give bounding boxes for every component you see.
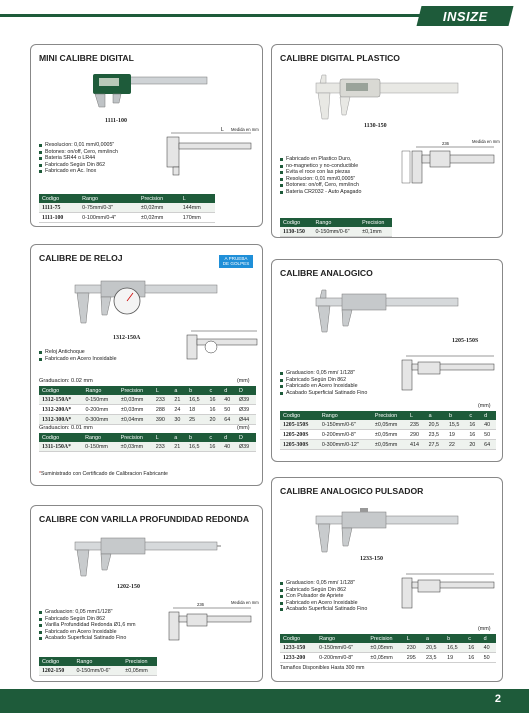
cell-code: 1202-150 [39,666,73,676]
panel-mini-calibre-digital [30,44,263,227]
col-header: Precision [118,433,153,442]
certificate-note [39,471,168,477]
col-header: a [423,634,444,643]
panel-calibre-varilla-profundidad [30,505,263,682]
cell: 235 [407,420,426,430]
col-header: Rango [313,218,360,227]
image-code: 1205-150S [452,338,479,344]
graduation-label: Graduacion: 0.01 mm [39,425,93,431]
feature-item: Acabado Superficial Satinado Fino [39,635,136,642]
col-header: D [236,433,256,442]
depth-rod-dimension-drawing [159,604,254,644]
feature-item: Reloj Antichoque [39,349,117,356]
cell: 230 [404,643,423,653]
feature-list [280,370,367,396]
table-header [280,634,496,643]
cell: 0-150mm/0-6" [73,666,122,676]
plastic-dimension-drawing [402,141,497,191]
medida-label: Medida en mm [231,600,259,605]
feature-item: Evita el roce con las piezas [280,169,361,176]
col-header: c [206,386,221,395]
insize-logo: INSIZE [417,6,514,26]
cell: 0-200mm/0-8" [316,653,367,663]
panel-calibre-analogico [271,259,503,462]
col-header: Codigo [39,433,82,442]
feature-item: Resolucion: 0,01 mm/0,0005" [280,176,361,183]
col-header: L [407,411,426,420]
cell: 233 [153,395,171,405]
table-row [39,395,256,405]
cell: 16 [465,643,480,653]
dial-dimension-drawing [181,327,259,363]
cell: 27,5 [426,440,446,450]
medida-label: Medida en mm [231,127,259,132]
cell: 16 [206,395,221,405]
col-header: L [180,194,215,203]
cell: 20 [206,415,221,425]
cell: ±0,1mm [359,227,392,237]
col-header: Rango [73,657,122,666]
cell: ±0,05mm [367,653,403,663]
cell: 64 [481,440,496,450]
sizes-note: Tamaños Disponibles Hasta 300 mm [280,665,365,671]
feature-item: Acabado Superficial Satinado Fino [280,390,367,397]
feature-item: Fabricado Según Din 862 [280,587,367,594]
feature-item: Botones: on/off, Cero, mm/inch [39,149,118,156]
cell: 288 [153,405,171,415]
cell: 16 [206,405,221,415]
cell: ±0,05mm [122,666,157,676]
col-header: c [206,433,221,442]
spec-table [39,194,215,223]
plastic-caliper-image [312,71,462,131]
note-star: * [39,471,42,477]
col-header: c [466,411,481,420]
cell: 0-150mm [82,442,118,452]
table-row [39,405,256,415]
feature-item: Bateria SR44 o LR44 [39,155,118,162]
feature-item: Fabricado Según Din 862 [39,616,136,623]
col-header: Rango [82,433,118,442]
footer-bar [0,689,529,713]
cell: 16 [206,442,221,452]
panel-calibre-de-reloj [30,244,263,486]
table-header [280,411,496,420]
feature-item: Con Pulsador de Apriete [280,593,367,600]
cell: 23,5 [423,653,444,663]
table-row [39,415,256,425]
image-code: 1130-150 [364,123,387,129]
feature-item: no-magnetico y no-conductible [280,163,361,170]
cell: 40 [481,420,496,430]
cell: 21 [171,442,186,452]
cell: ±0,05mm [367,643,403,653]
feature-item: Fabricado en Acero Inoxidable [39,629,136,636]
cell: 16 [465,653,480,663]
cell: ±0,05mm [372,440,407,450]
cell: ±0,04mm [118,415,153,425]
cell: 414 [407,440,426,450]
cell: 30 [171,415,186,425]
cell: 40 [221,395,236,405]
feature-item: Fabricado en Plastico Duro, [280,156,361,163]
col-header: Codigo [39,386,82,395]
feature-item: Fabricado en Acero Inoxidable [280,600,367,607]
cell: 0-75mm/0-3" [79,203,138,213]
panel-calibre-digital-plastico [271,44,503,238]
mini-dimension-drawing [161,127,256,177]
cell-code: 1312-300A* [39,415,82,425]
col-header: d [221,386,236,395]
page-number: 2 [494,693,501,705]
cell: 20,5 [423,643,444,653]
col-header: b [444,634,465,643]
col-header: b [186,433,206,442]
cell: 0-200mm [82,405,117,415]
table-header [39,657,157,666]
cell: ±0,05mm [372,420,407,430]
cell: 16 [466,430,481,440]
col-header: L [404,634,423,643]
table-header [39,386,256,395]
shockproof-badge: A PRUEBA DE GOLPES [219,255,253,268]
col-header: Precision [138,194,180,203]
feature-item: Fabricado en Acero Inoxidable [39,356,117,363]
cell-code: 1205-200S [280,430,319,440]
cell: 0-200mm/0-8" [319,430,372,440]
cell: 144mm [180,203,215,213]
cell: 16,5 [444,643,465,653]
cell: 18 [186,405,206,415]
cell-code: 1111-75 [39,203,79,213]
table-row [39,666,157,676]
cell: 0-100mm/0-4" [79,213,138,223]
medida-label: Medida en mm [472,139,500,144]
header-line [0,14,420,17]
feature-item: Fabricado en Ac. Inox [39,168,118,175]
cell-code: 1233-200 [280,653,316,663]
col-header: Rango [79,194,138,203]
analog-caliper-image [312,286,462,336]
image-code: 1202-150 [117,584,140,590]
col-header: Rango [319,411,372,420]
col-header: a [171,386,186,395]
cell: 15,5 [446,420,466,430]
col-header: Codigo [280,411,319,420]
table-row [280,643,496,653]
cell: 20,5 [426,420,446,430]
cell: Ø39 [236,442,256,452]
feature-item: Graduacion: 0,05 mm/ 1/128" [280,370,367,377]
cell-code: 1205-150S [280,420,319,430]
col-header: Precision [367,634,403,643]
cell-code: 1111-100 [39,213,79,223]
feature-list [280,580,367,613]
col-header: d [221,433,236,442]
spec-table-005 [39,657,157,676]
col-header: D [236,386,256,395]
col-header: Rango [316,634,367,643]
cell: 16 [466,420,481,430]
feature-item: Fabricado en Acero Inoxidable [280,383,367,390]
unit-label: (mm) [237,378,250,384]
cell: 295 [404,653,423,663]
table-row [39,213,215,223]
dimension-value: 236 [442,141,449,146]
depth-rod-caliper-image [71,530,221,580]
table-row [280,420,496,430]
cell: 0-150mm/0-6" [313,227,360,237]
table-row [280,227,392,237]
spec-table-006 [280,634,496,663]
col-header: a [171,433,186,442]
cell: Ø39 [236,405,256,415]
spec-table-002 [39,386,256,425]
col-header: Precision [122,657,157,666]
note-text: Suministrado con Certificado de Calibracion Fabricante [41,471,168,477]
cell: Ø44 [236,415,256,425]
image-code: 1111-100 [105,118,128,124]
feature-list [39,349,117,362]
cell-code: 1311-150A* [39,442,82,452]
col-header: d [481,411,496,420]
unit-label: (mm) [478,626,491,632]
cell: 22 [446,440,466,450]
push-button-caliper-image [312,504,462,556]
feature-item: Botones: on/off, Cero, mm/inch [280,182,361,189]
panel-title: CALIBRE DE RELOJ [39,253,123,263]
panel-calibre-analogico-pulsador [271,477,503,682]
cell: 290 [407,430,426,440]
unit-label: (mm) [237,425,250,431]
image-code: 1312-150A [113,335,141,341]
col-header: Codigo [280,634,316,643]
cell: 50 [481,653,496,663]
col-header: Codigo [39,657,73,666]
cell: ±0,03mm [118,395,153,405]
cell: Ø39 [236,395,256,405]
cell: 16,5 [186,395,206,405]
cell: 64 [221,415,236,425]
col-header: L [153,433,172,442]
col-header: Rango [82,386,117,395]
panel-title: CALIBRE ANALOGICO PULSADOR [280,486,424,496]
cell-code: 1205-300S [280,440,319,450]
table-row [280,440,496,450]
panel-title: MINI CALIBRE DIGITAL [39,53,134,63]
feature-item: Fabricado Según Din 862 [39,162,118,169]
push-button-dimension-drawing [396,570,496,614]
col-header: Precision [372,411,407,420]
col-header: L [153,386,171,395]
table-row [39,442,256,452]
dimension-value: 236 [197,602,204,607]
feature-item: Varilla Profundidad Redonda Ø1,6 mm [39,622,136,629]
cell: 16,5 [186,442,206,452]
cell: 40 [481,643,496,653]
cell: 50 [221,405,236,415]
col-header: b [446,411,466,420]
feature-list [280,156,361,196]
feature-item: Fabricado Según Din 862 [280,377,367,384]
cell: ±0,02mm [138,203,180,213]
table-row [280,653,496,663]
cell: 40 [221,442,236,452]
cell: 24 [171,405,186,415]
col-header: Precision [359,218,392,227]
table-row [39,203,215,213]
feature-item: Graduacion: 0,05 mm/1/128" [39,609,136,616]
svg-text:L: L [221,127,224,133]
cell: 25 [186,415,206,425]
panel-title: CALIBRE ANALOGICO [280,268,373,278]
cell: 20 [466,440,481,450]
table-header [39,433,256,442]
spec-table-004 [280,411,496,450]
cell: 0-300mm/0-12" [319,440,372,450]
cell: 0-150mm [82,395,117,405]
feature-list [39,142,118,175]
graduation-label: Graduacion: 0.02 mm [39,378,93,384]
analog-dimension-drawing [396,352,496,396]
table-row [280,430,496,440]
feature-item: Acabado Superficial Satinado Fino [280,606,367,613]
cell: 170mm [180,213,215,223]
col-header: Codigo [280,218,313,227]
col-header: Codigo [39,194,79,203]
feature-item: Resolucion: 0,01 mm/0,0005" [39,142,118,149]
table-header [39,194,215,203]
cell: ±0,05mm [372,430,407,440]
cell-code: 1312-200A* [39,405,82,415]
col-header: Precision [118,386,153,395]
cell-code: 1233-150 [280,643,316,653]
cell-code: 1130-150 [280,227,313,237]
header-bar [0,0,529,32]
spec-table-2 [39,433,256,452]
unit-label: (mm) [478,403,491,409]
dial-caliper-image [71,271,221,335]
col-header: c [465,634,480,643]
panel-title: CALIBRE DIGITAL PLASTICO [280,53,400,63]
cell: 19 [444,653,465,663]
feature-list [39,609,136,642]
cell: 23,5 [426,430,446,440]
cell: ±0,03mm [118,405,153,415]
cell: 0-300mm [82,415,117,425]
cell: 390 [153,415,171,425]
cell: 0-150mm/0-6" [319,420,372,430]
panel-title: CALIBRE CON VARILLA PROFUNDIDAD REDONDA [39,514,250,524]
cell: ±0,02mm [138,213,180,223]
col-header: b [186,386,206,395]
cell: ±0,03mm [118,442,153,452]
mini-digital-caliper-image [91,69,211,109]
cell: 233 [153,442,172,452]
cell: 19 [446,430,466,440]
cell: 0-150mm/0-6" [316,643,367,653]
feature-item: Bateria CR2032 - Auto Apagado [280,189,361,196]
cell: 50 [481,430,496,440]
col-header: d [481,634,496,643]
col-header: a [426,411,446,420]
cell-code: 1312-150A* [39,395,82,405]
spec-table [280,218,392,237]
feature-item: Graduacion: 0,05 mm/ 1/128" [280,580,367,587]
image-code: 1233-150 [360,556,383,562]
cell: 21 [171,395,186,405]
table-header [280,218,392,227]
